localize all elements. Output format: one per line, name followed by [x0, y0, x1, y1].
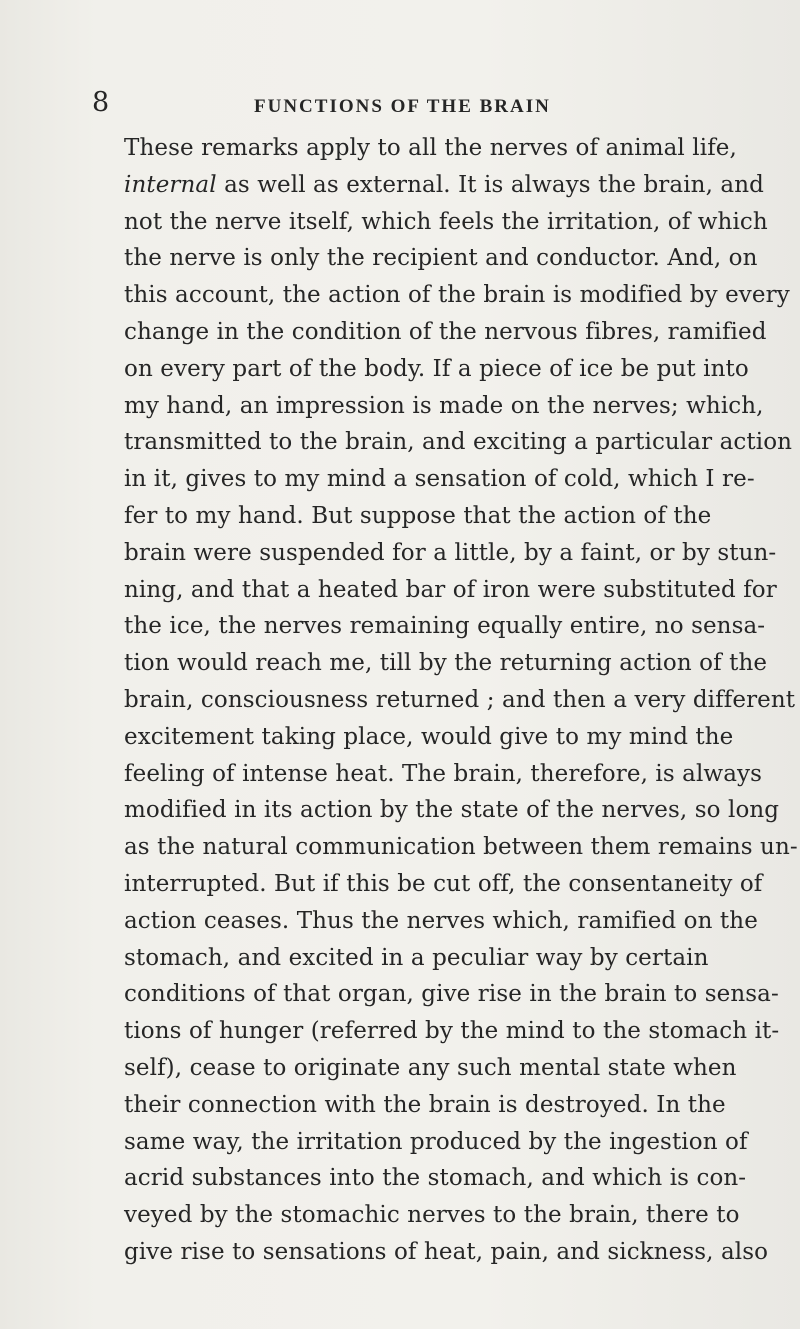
text-line: tions of hunger (referred by the mind to the stomach it-: [124, 1018, 780, 1045]
text-line: the nerve is only the recipient and conductor. And, on: [124, 245, 758, 272]
text-line: feeling of intense heat. The brain, therefore, is always: [124, 760, 763, 787]
page-number: 8: [92, 87, 110, 118]
text-line: acrid substances into the stomach, and which is con-: [124, 1165, 747, 1192]
text-line: modified in its action by the state of the nerves, so long: [124, 797, 780, 824]
text-line: as the natural communication between them remains un-: [124, 834, 798, 861]
text-line: internal as well as external. It is always the brain, and: [124, 171, 764, 198]
text-line: conditions of that organ, give rise in the brain to sensa-: [124, 981, 779, 1008]
text-line: on every part of the body. If a piece of ice be put into: [124, 355, 749, 382]
text-line: interrupted. But if this be cut off, the consentaneity of: [124, 870, 763, 897]
text-line: not the nerve itself, which feels the irritation, of which: [124, 208, 768, 235]
text-line: brain were suspended for a little, by a faint, or by stun-: [124, 539, 777, 566]
text-line: ning, and that a heated bar of iron were substituted for: [124, 576, 777, 603]
text-line: my hand, an impression is made on the nerves; which,: [124, 392, 764, 419]
running-head-title: FUNCTIONS OF THE BRAIN: [254, 96, 551, 117]
text-line: tion would reach me, till by the returning action of the: [124, 650, 768, 677]
running-head: [0, 88, 800, 122]
text-line: brain, consciousness returned ; and then a very different: [124, 686, 796, 713]
text-line: change in the condition of the nervous fibres, ramified: [124, 318, 767, 345]
body-text: [124, 130, 798, 1271]
text-line: transmitted to the brain, and exciting a particular action: [124, 429, 793, 456]
text-line: stomach, and excited in a peculiar way by certain: [124, 944, 709, 971]
text-line: fer to my hand. But suppose that the action of the: [124, 502, 712, 529]
text-line: These remarks apply to all the nerves of animal life,: [124, 135, 737, 161]
text-line: excitement taking place, would give to my mind the: [124, 723, 734, 750]
text-line: give rise to sensations of heat, pain, and sickness, also: [124, 1238, 769, 1265]
text-line: their connection with the brain is destroyed. In the: [124, 1091, 726, 1118]
text-line: self), cease to originate any such mental state when: [124, 1054, 737, 1081]
text-line: action ceases. Thus the nerves which, ramified on the: [124, 907, 758, 934]
text-line: the ice, the nerves remaining equally entire, no sensa-: [124, 613, 766, 640]
text-line: veyed by the stomachic nerves to the brain, there to: [124, 1202, 740, 1229]
text-line: in it, gives to my mind a sensation of cold, which I re-: [124, 466, 755, 493]
text-line: same way, the irritation produced by the ingestion of: [124, 1128, 748, 1155]
text-line: this account, the action of the brain is modified by every: [124, 282, 790, 309]
